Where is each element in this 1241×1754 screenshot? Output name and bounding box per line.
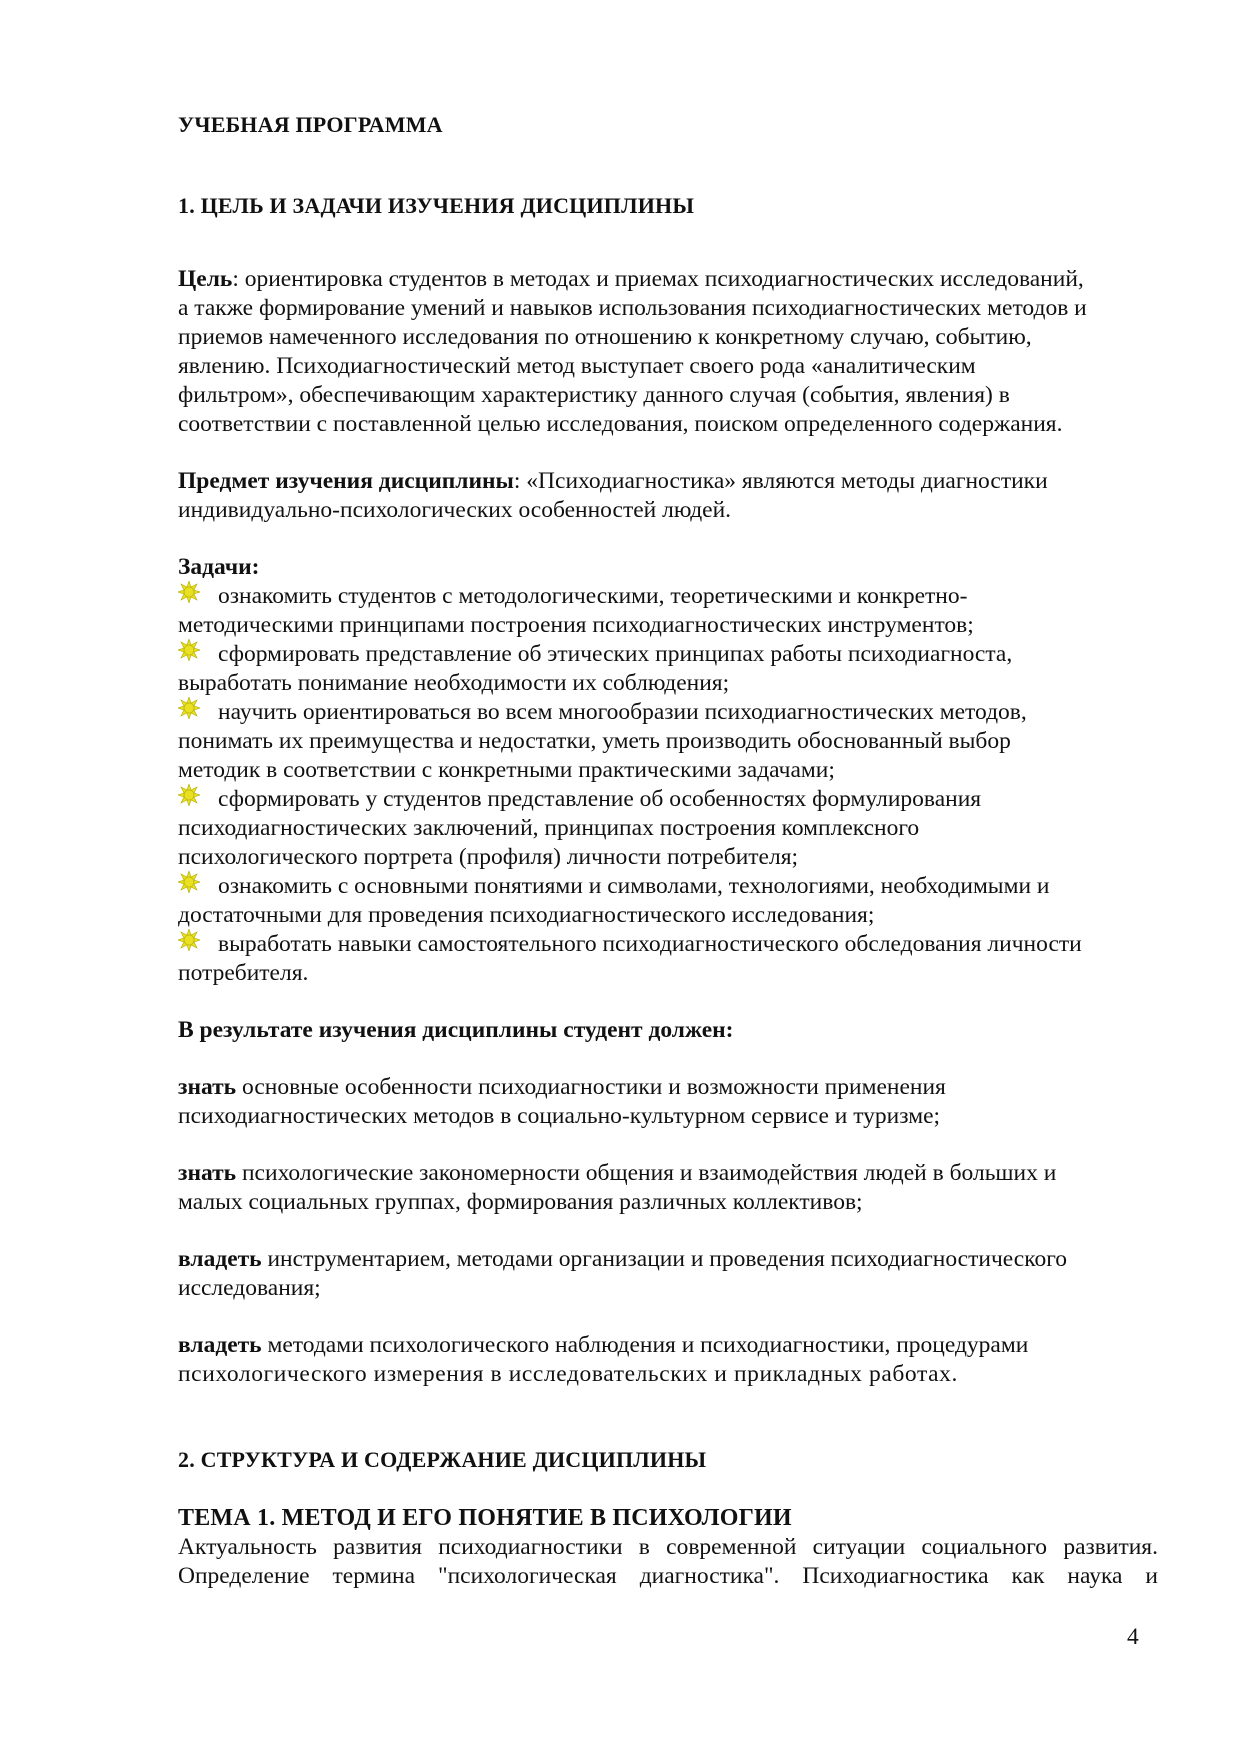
result-item — [178, 1073, 1158, 1131]
result-line: психологические закономерности общения и взаимодействия людей в больших и — [236, 1160, 1057, 1186]
task-item — [178, 930, 1158, 988]
task-line: потребителя. — [178, 960, 309, 986]
result-item — [178, 1159, 1158, 1217]
task-line: методическими принципами построения психодиагностических инструментов; — [178, 612, 974, 638]
task-item — [178, 640, 1158, 698]
task-line: достаточными для проведения психодиагностического исследования; — [178, 902, 875, 928]
sun-bullet-icon — [178, 585, 198, 605]
result-line: инструментарием, методами организации и проведения психодиагностического — [261, 1246, 1068, 1272]
task-line: понимать их преимущества и недостатки, уметь производить обоснованный выбор — [178, 728, 1011, 754]
result-item — [178, 1331, 1158, 1389]
subject-label: Предмет изучения дисциплины — [178, 468, 514, 494]
result-label: знать — [178, 1074, 237, 1100]
task-line: методик в соответствии с конкретными практическими задачами; — [178, 757, 835, 783]
goal-line: соответствии с поставленной целью исследования, поиском определенного содержания. — [178, 411, 1063, 437]
goal-paragraph — [178, 265, 1158, 439]
result-heading: В результате изучения дисциплины студент должен: — [178, 1017, 734, 1043]
theme-line: Определение термина "психологическая диагностика". Психодиагностика как наука и — [178, 1563, 1158, 1589]
theme-1-text — [178, 1533, 1158, 1591]
task-item — [178, 872, 1158, 930]
theme-1-heading: ТЕМА 1. МЕТОД И ЕГО ПОНЯТИЕ В ПСИХОЛОГИИ — [178, 1505, 792, 1531]
task-item — [178, 582, 1158, 640]
document-page — [178, 110, 1158, 1591]
task-line: ознакомить студентов с методологическими, теоретическими и конкретно- — [218, 583, 968, 609]
sun-bullet-icon — [178, 788, 198, 808]
goal-line: явлению. Психодиагностический метод выступает своего рода «аналитическим — [178, 353, 976, 379]
task-line: выработать понимание необходимости их соблюдения; — [178, 670, 730, 696]
goal-line: : ориентировка студентов в методах и приемах психодиагностических исследований, — [232, 266, 1084, 292]
tasks-block — [178, 553, 1158, 988]
theme-line: Актуальность развития психодиагностики в современной ситуации социального развития. — [178, 1534, 1158, 1560]
result-line: основные особенности психодиагностики и возможности применения — [236, 1074, 946, 1100]
goal-label: Цель — [178, 266, 233, 292]
sun-bullet-icon — [178, 933, 198, 953]
result-line: психодиагностических методов в социально-культурном сервисе и туризме; — [178, 1103, 941, 1129]
task-item — [178, 698, 1158, 785]
subject-line: индивидуально-психологических особенностей людей. — [178, 497, 732, 523]
task-line: психодиагностических заключений, принципах построения комплексного — [178, 815, 920, 841]
goal-line: приемов намеченного исследования по отношению к конкретному случаю, событию, — [178, 324, 1032, 350]
goal-line: фильтром», обеспечивающим характеристику данного случая (события, явления) в — [178, 382, 1010, 408]
result-line: психологического измерения в исследовательских и прикладных работах. — [178, 1361, 958, 1387]
document-title: УЧЕБНАЯ ПРОГРАММА — [178, 112, 443, 137]
result-item — [178, 1245, 1158, 1303]
sun-bullet-icon — [178, 875, 198, 895]
task-item — [178, 785, 1158, 872]
result-line: малых социальных группах, формирования различных коллективов; — [178, 1189, 863, 1215]
page-number: 4 — [1127, 1624, 1139, 1650]
section-1-heading: 1. ЦЕЛЬ И ЗАДАЧИ ИЗУЧЕНИЯ ДИСЦИПЛИНЫ — [178, 193, 695, 218]
result-line: исследования; — [178, 1275, 321, 1301]
goal-line: а также формирование умений и навыков использования психодиагностических методов и — [178, 295, 1087, 321]
result-label: знать — [178, 1160, 237, 1186]
tasks-heading: Задачи: — [178, 554, 260, 580]
sun-bullet-icon — [178, 701, 198, 721]
task-line: сформировать представление об этических принципах работы психодиагноста, — [218, 641, 1013, 667]
section-2-heading: 2. СТРУКТУРА И СОДЕРЖАНИЕ ДИСЦИПЛИНЫ — [178, 1447, 707, 1472]
result-label: владеть — [178, 1332, 262, 1358]
task-line: выработать навыки самостоятельного психодиагностического обследования личности — [218, 931, 1082, 957]
subject-paragraph — [178, 467, 1158, 525]
result-line: методами психологического наблюдения и психодиагностики, процедурами — [261, 1332, 1029, 1358]
task-line: психологического портрета (профиля) личности потребителя; — [178, 844, 799, 870]
result-label: владеть — [178, 1246, 262, 1272]
task-line: научить ориентироваться во всем многообразии психодиагностических методов, — [218, 699, 1027, 725]
subject-line: : «Психодиагностика» являются методы диагностики — [513, 468, 1048, 494]
task-line: ознакомить с основными понятиями и символами, технологиями, необходимыми и — [218, 873, 1050, 899]
sun-bullet-icon — [178, 643, 198, 663]
task-line: сформировать у студентов представление об особенностях формулирования — [218, 786, 982, 812]
